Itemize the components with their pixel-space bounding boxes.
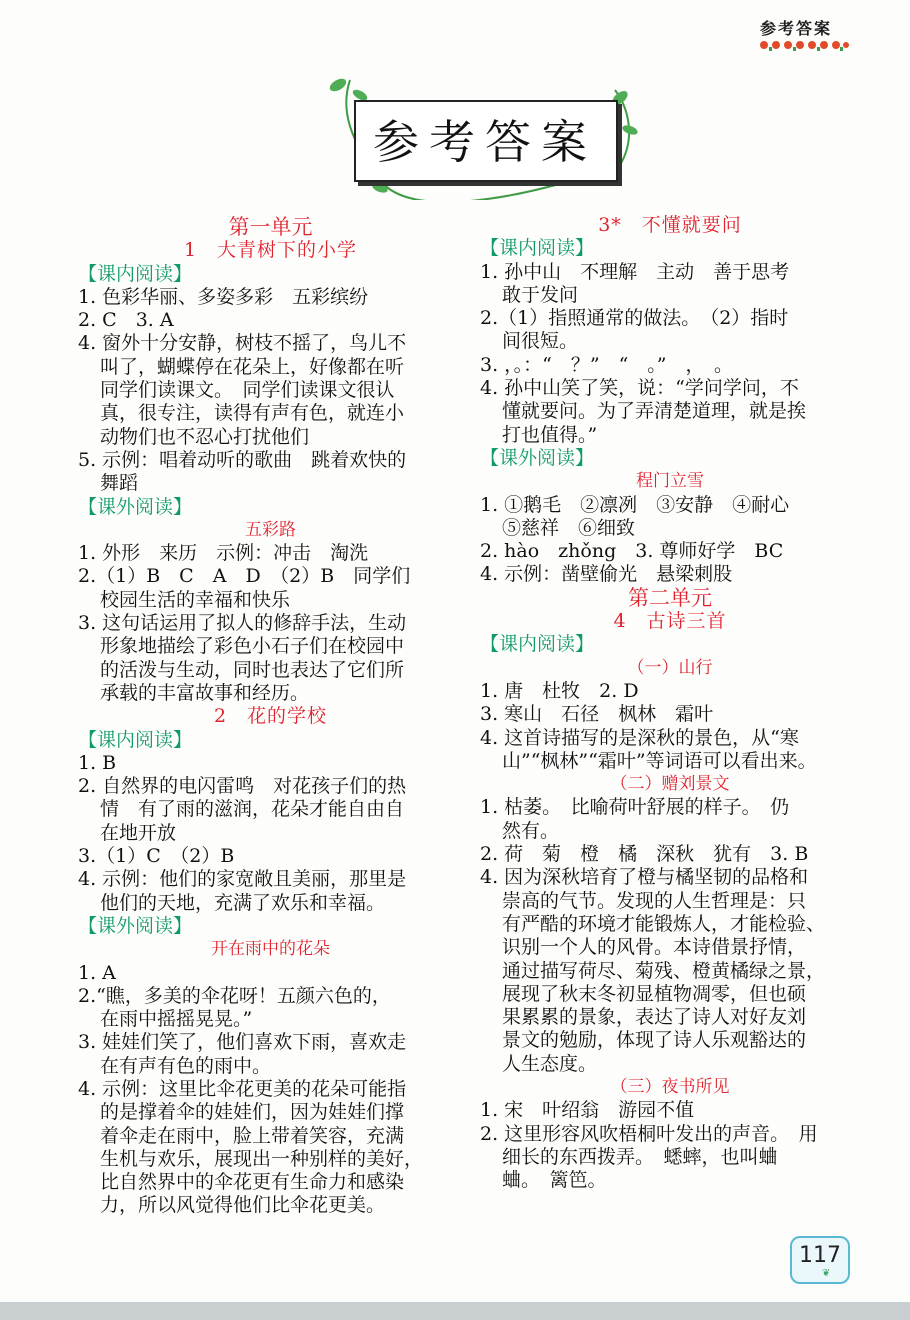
reading-title: （三）夜书所见 — [610, 1076, 730, 1097]
main-title: 参考答案 — [373, 115, 597, 169]
reading-title: 五彩路 — [245, 519, 296, 540]
leaf-icon: ❦ — [822, 1268, 831, 1279]
answer-line-continued: ⑤慈祥 ⑥细致 — [502, 516, 636, 539]
corner-title: 参考答案 — [760, 19, 833, 38]
answer-line-continued: 细长的东西拨弄。 蟋蟀，也叫蛐 — [502, 1145, 778, 1168]
answer-line: 4. 窗外十分安静，树枝不摇了，鸟儿不 — [78, 332, 407, 355]
answer-line-continued: 展现了秋末冬初显植物凋零，但也硕 — [502, 982, 807, 1005]
answer-line-continued: 校园生活的幸福和快乐 — [100, 588, 291, 611]
answer-line-continued: 懂就要问。为了弄清楚道理，就是挨 — [502, 400, 807, 423]
left-column — [78, 216, 463, 1218]
answer-line-continued: 果累累的景象，表达了诗人对好友刘 — [502, 1006, 807, 1029]
answer-line-continued: 通过描写荷尽、菊残、橙黄橘绿之景， — [502, 959, 826, 982]
bottom-strip — [0, 1302, 910, 1320]
lesson-title: 1 大青树下的小学 — [183, 239, 358, 262]
lesson-title: 2 花的学校 — [213, 705, 328, 728]
answer-line: 2. C 3. A — [78, 309, 174, 332]
answer-line-continued: 蛐。 篱笆。 — [502, 1169, 607, 1192]
answer-line-continued: 同学们读课文。 同学们读课文很认 — [100, 379, 395, 402]
section-tag: 【课内阅读】 — [480, 633, 595, 656]
answer-line: 4. 这首诗描写的是深秋的景色，从“寒 — [480, 726, 799, 749]
answer-line-continued: 在有声有色的雨中。 — [100, 1054, 272, 1077]
answer-line-continued: 景文的勉励，体现了诗人乐观豁达的 — [502, 1029, 807, 1052]
answer-line-continued: 山”“枫林”“霜叶”等词语可以看出来。 — [502, 749, 817, 772]
lesson-title: 4 古诗三首 — [613, 610, 727, 633]
answer-line: 4. 示例：凿壁偷光 悬梁刺股 — [480, 563, 733, 586]
answer-line: 4. 因为深秋培育了橙与橘坚韧的品格和 — [480, 866, 809, 889]
answer-line-continued: 识别一个人的风骨。本诗借景抒情， — [502, 936, 807, 959]
answer-line: 2. 自然界的电闪雷鸣 对花孩子们的热 — [78, 775, 407, 798]
reading-title: 开在雨中的花朵 — [211, 939, 330, 960]
answer-line-continued: 敢于发问 — [502, 283, 579, 306]
answer-line: 1. 外形 来历 示例：冲击 淘洗 — [78, 542, 369, 565]
answer-line: 1. B — [78, 751, 117, 774]
answer-line-continued: 比自然界中的伞花更有生命力和感染 — [100, 1171, 405, 1194]
answer-line-continued: 情 有了雨的滋润，花朵才能自由自 — [100, 798, 405, 821]
answer-line-continued: 在地开放 — [100, 821, 177, 844]
answer-line-continued: 的是撑着伞的娃娃们，因为娃娃们撑 — [100, 1101, 405, 1124]
section-tag: 【课外阅读】 — [78, 914, 193, 937]
answer-line-continued: 在雨中摇摇晃晃。” — [100, 1008, 253, 1031]
answer-line: 1. 唐 杜牧 2. D — [480, 679, 639, 702]
answer-line: 1. 孙中山 不理解 主动 善于思考 — [480, 260, 790, 283]
answer-line-continued: 他们的天地，充满了欢乐和幸福。 — [100, 891, 386, 914]
answer-line-continued: 的活泼与生动，同时也表达了它们所 — [100, 658, 405, 681]
answer-line-continued: 承载的丰富故事和经历。 — [100, 681, 310, 704]
answer-line-continued: 真，很专注，读得有声有色，就连小 — [100, 402, 405, 425]
answer-line: 2.“瞧，多美的伞花呀！五颜六色的， — [78, 984, 391, 1007]
answer-line: 1. 宋 叶绍翁 游园不值 — [480, 1099, 695, 1122]
answer-line-continued: 舞蹈 — [100, 472, 139, 495]
page-number: 117 — [790, 1236, 850, 1284]
answer-line-continued: 崇高的气节。发现的人生哲理是：只 — [502, 889, 807, 912]
answer-line: 5. 示例：唱着动听的歌曲 跳着欢快的 — [78, 448, 407, 471]
answer-line-continued: 然有。 — [502, 819, 560, 842]
section-tag: 【课内阅读】 — [480, 237, 595, 260]
reading-title: （二）赠刘景文 — [610, 774, 730, 795]
answer-line: 1. A — [78, 961, 116, 984]
answer-line: 3. 寒山 石径 枫林 霜叶 — [480, 703, 714, 726]
answer-line-continued: 叫了，蝴蝶停在花朵上，好像都在听 — [100, 355, 405, 378]
reading-title: 程门立雪 — [636, 471, 704, 492]
answer-line: 1. 色彩华丽、多姿多彩 五彩缤纷 — [78, 285, 369, 308]
answer-line-continued: 人生态度。 — [502, 1052, 598, 1075]
answer-line: 3. 娃娃们笑了，他们喜欢下雨，喜欢走 — [78, 1031, 407, 1054]
answer-line-continued: 着伞走在雨中，脸上带着笑容，充满 — [100, 1124, 405, 1147]
answer-line: 2.（1）指照通常的做法。 （2）指时 — [480, 307, 789, 330]
answer-line: 3.（1）C （2）B — [78, 845, 235, 868]
section-tag: 【课内阅读】 — [78, 262, 193, 285]
answer-line: 4. 示例：这里比伞花更美的花朵可能指 — [78, 1077, 407, 1100]
reading-title: （一）山行 — [627, 657, 713, 678]
section-tag: 【课外阅读】 — [480, 446, 595, 469]
answer-line: 2.（1）B C A D （2）B 同学们 — [78, 565, 411, 588]
answer-line-continued: 形象地描绘了彩色小石子们在校园中 — [100, 635, 405, 658]
right-column — [480, 214, 860, 1192]
answer-line: 1. ①鹅毛 ②凛冽 ③安静 ④耐心 — [480, 493, 790, 516]
unit-heading: 第一单元 — [228, 215, 313, 239]
unit-heading: 第二单元 — [628, 585, 712, 610]
answer-line-continued: 力，所以风觉得他们比伞花更美。 — [100, 1194, 386, 1217]
section-tag: 【课内阅读】 — [78, 728, 193, 751]
answer-line-continued: 打也值得。” — [502, 423, 598, 446]
answer-line: 2. 荷 菊 橙 橘 深秋 犹有 3. B — [480, 843, 809, 866]
lesson-title: 3* 不懂就要问 — [598, 214, 742, 236]
flower-border-icon — [756, 38, 852, 52]
section-tag: 【课外阅读】 — [78, 495, 193, 518]
answer-line: 2. 这里形容风吹梧桐叶发出的声音。 用 — [480, 1122, 818, 1145]
answer-line: 3. ，。：“ ？” “ 。” ， 。 — [480, 353, 734, 376]
answer-line: 1. 枯萎。 比喻荷叶舒展的样子。 仍 — [480, 796, 790, 819]
answer-line-continued: 生机与欢乐，展现出一种别样的美好， — [100, 1147, 424, 1170]
answer-line: 2. hào zhǒng 3. 尊师好学 BC — [480, 540, 784, 563]
answer-line-continued: 有严酷的环境才能锻炼人，才能检验、 — [502, 912, 826, 935]
answer-line-continued: 动物们也不忍心打扰他们 — [100, 425, 310, 448]
answer-line: 3. 这句话运用了拟人的修辞手法，生动 — [78, 612, 407, 635]
answer-line-continued: 间很短。 — [502, 330, 579, 353]
answer-line: 4. 孙中山笑了笑，说：“学问学问，不 — [480, 377, 799, 400]
answer-line: 4. 示例：他们的家宽敞且美丽，那里是 — [78, 868, 407, 891]
